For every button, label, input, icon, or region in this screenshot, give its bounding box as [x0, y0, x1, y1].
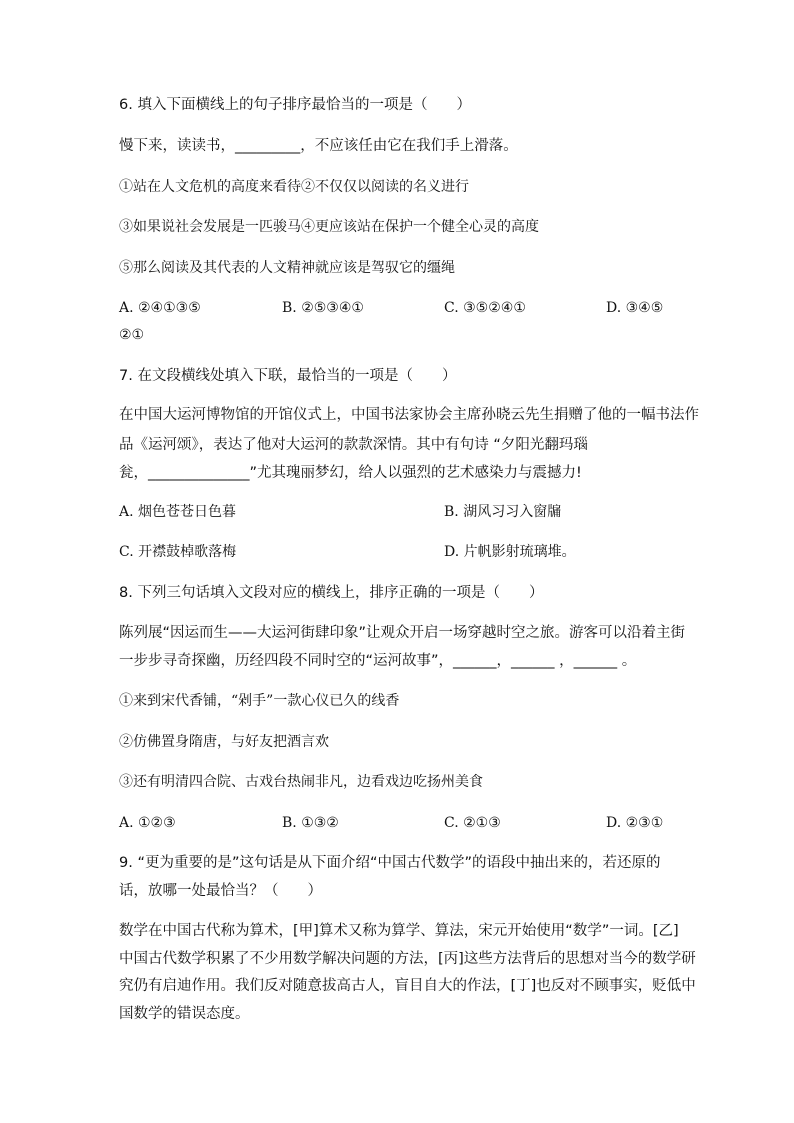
q6-stem: 6. 填入下面横线上的句子排序最恰当的一项是（ ）	[119, 97, 471, 113]
q6-option-a: A. ②④①③⑤	[119, 300, 201, 316]
q7-option-c: C. 开襟鼓棹歌落梅	[119, 544, 237, 560]
q7-option-a: A. 烟色苍苍日色暮	[119, 504, 237, 520]
q6-option-d: D. ③④⑤	[606, 300, 664, 316]
q9-stem-line-2: 话，放哪一处最恰当？（ ）	[119, 883, 322, 899]
q8-item-1: ①来到宋代香铺，“剁手”一款心仪已久的线香	[119, 693, 400, 709]
q7-stem: 7. 在文段横线处填入下联，最恰当的一项是（ ）	[119, 368, 457, 384]
q9-passage-line-2: 中国古代数学积累了不少用数学解决问题的方法，[丙]这些方法背后的思想对当今的数学研	[119, 951, 696, 967]
q7-passage-line-2: 品《运河颂》，表达了他对大运河的款款深情。其中有句诗 “夕阳光翻玛瑙	[119, 437, 588, 453]
q6-option-d-continued: ②①	[119, 327, 145, 343]
q9-passage-line-4: 国数学的错误态度。	[119, 1006, 250, 1022]
q7-passage-line-3: 瓮，______________”尤其瑰丽梦幻，给人以强烈的艺术感染力与震撼力!	[119, 465, 582, 481]
q8-option-d: D. ②③①	[606, 815, 664, 831]
q9-passage-line-1: 数学在中国古代称为算术，[甲]算术又称为算学、算法，宋元开始使用“数学”一词。[乙]	[119, 923, 679, 939]
q6-item-line-1: ①站在人文危机的高度来看待②不仅仅以阅读的名义进行	[119, 179, 469, 195]
q6-option-b: B. ②⑤③④①	[282, 300, 364, 316]
q7-passage-line-1: 在中国大运河博物馆的开馆仪式上，中国书法家协会主席孙晓云先生捐赠了他的一幅书法作	[119, 407, 699, 423]
q8-option-c: C. ②①③	[444, 815, 501, 831]
q8-item-2: ②仿佛置身隋唐，与好友把酒言欢	[119, 734, 329, 750]
q8-passage-line-2: 一步步寻奇探幽，历经四段不同时空的“运河故事”，______，______ ，______ 。	[119, 653, 637, 669]
q8-passage-line-1: 陈列展“因运而生——大运河街肆印象”让观众开启一场穿越时空之旅。游客可以沿着主街	[119, 625, 686, 641]
q9-stem-line-1: 9. “更为重要的是”这句话是从下面介绍“中国古代数学”的语段中抽出来的，若还原的	[119, 855, 661, 871]
q8-option-a: A. ①②③	[119, 815, 176, 831]
q8-option-b: B. ①③②	[282, 815, 339, 831]
q6-item-line-2: ③如果说社会发展是一匹骏马④更应该站在保护一个健全心灵的高度	[119, 219, 539, 235]
q6-sentence: 慢下来，读读书，_________，不应该任由它在我们手上滑落。	[119, 138, 518, 154]
q8-item-3: ③还有明清四合院、古戏台热闹非凡，边看戏边吃扬州美食	[119, 774, 483, 790]
q6-item-line-3: ⑤那么阅读及其代表的人文精神就应该是驾驭它的缰绳	[119, 260, 455, 276]
q7-option-d: D. 片帆影射琉璃堆。	[444, 544, 576, 560]
q8-stem: 8. 下列三句话填入文段对应的横线上，排序正确的一项是（ ）	[119, 585, 544, 601]
q7-option-b: B. 湖风习习入窗牖	[444, 504, 562, 520]
q6-option-c: C. ③⑤②④①	[444, 300, 526, 316]
q9-passage-line-3: 究仍有启迪作用。我们反对随意拔高古人，盲目自大的作法，[丁]也反对不顾事实，贬低中	[119, 978, 696, 994]
